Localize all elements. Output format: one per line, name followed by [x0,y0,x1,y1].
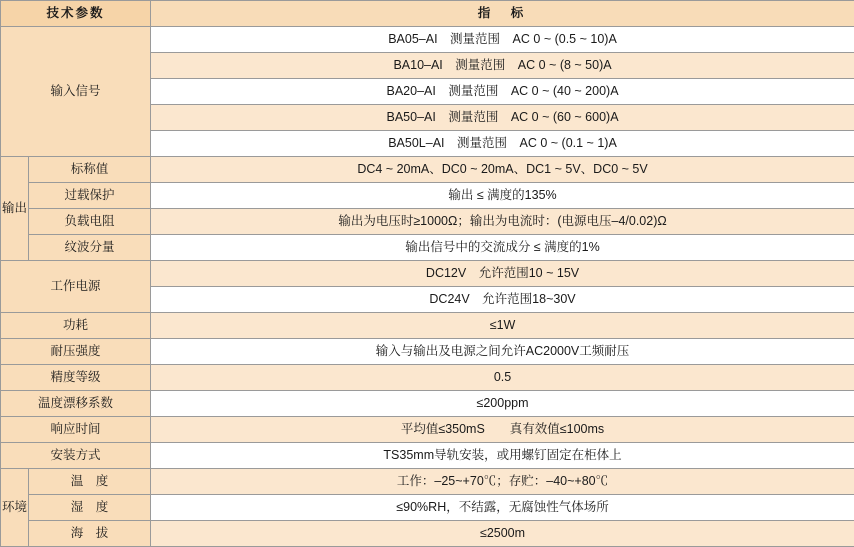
row-value: BA20–AI 测量范围 AC 0 ~ (40 ~ 200)A [151,79,854,105]
row-value: ≤90%RH，不结露，无腐蚀性气体场所 [151,495,854,521]
row-label: 温 度 [29,469,151,495]
row-label: 工作电源 [1,261,151,313]
row-value: 0.5 [151,365,854,391]
table-row [1,495,854,521]
table-row [1,391,854,417]
table-row [1,209,854,235]
row-value: ≤1W [151,313,854,339]
row-value: DC24V 允许范围18~30V [151,287,854,313]
row-value: BA10–AI 测量范围 AC 0 ~ (8 ~ 50)A [151,53,854,79]
table-row [1,235,854,261]
row-value: DC12V 允许范围10 ~ 15V [151,261,854,287]
row-value: BA50–AI 测量范围 AC 0 ~ (60 ~ 600)A [151,105,854,131]
row-value: 输出为电压时≥1000Ω；输出为电流时：(电源电压–4/0.02)Ω [151,209,854,235]
table-row [1,365,854,391]
row-value: BA05–AI 测量范围 AC 0 ~ (0.5 ~ 10)A [151,27,854,53]
row-value: 平均值≤350mS 真有效值≤100ms [151,417,854,443]
row-value: 输出 ≤ 满度的135% [151,183,854,209]
row-label: 响应时间 [1,417,151,443]
row-value: 输入与输出及电源之间允许AC2000V工频耐压 [151,339,854,365]
row-label: 安装方式 [1,443,151,469]
row-label: 负载电阻 [29,209,151,235]
table-row [1,443,854,469]
header-param-label: 技术参数 [1,1,151,27]
row-label: 湿 度 [29,495,151,521]
row-label: 精度等级 [1,365,151,391]
row-label: 海 拔 [29,521,151,547]
row-value: BA50L–AI 测量范围 AC 0 ~ (0.1 ~ 1)A [151,131,854,157]
header-spec-label: 指 标 [151,1,854,27]
row-value: ≤2500m [151,521,854,547]
row-value: DC4 ~ 20mA、DC0 ~ 20mA、DC1 ~ 5V、DC0 ~ 5V [151,157,854,183]
table-body [1,1,854,547]
row-value: 工作：–25~+70℃；存贮：–40~+80℃ [151,469,854,495]
row-group-label: 环境 [1,469,29,547]
table-header-row [1,1,854,27]
table-row [1,417,854,443]
row-label: 耐压强度 [1,339,151,365]
row-label: 标称值 [29,157,151,183]
row-label: 纹波分量 [29,235,151,261]
table-row [1,157,854,183]
table-row [1,339,854,365]
table-row [1,261,854,287]
table-row [1,521,854,547]
row-label: 输入信号 [1,27,151,157]
row-label: 功耗 [1,313,151,339]
row-group-label: 输出 [1,157,29,261]
table-row [1,313,854,339]
row-value: TS35mm导轨安装，或用螺钉固定在柜体上 [151,443,854,469]
table-row [1,183,854,209]
row-value: ≤200ppm [151,391,854,417]
table-row [1,469,854,495]
row-value: 输出信号中的交流成分 ≤ 满度的1% [151,235,854,261]
row-label: 温度漂移系数 [1,391,151,417]
row-label: 过载保护 [29,183,151,209]
table-row [1,27,854,53]
